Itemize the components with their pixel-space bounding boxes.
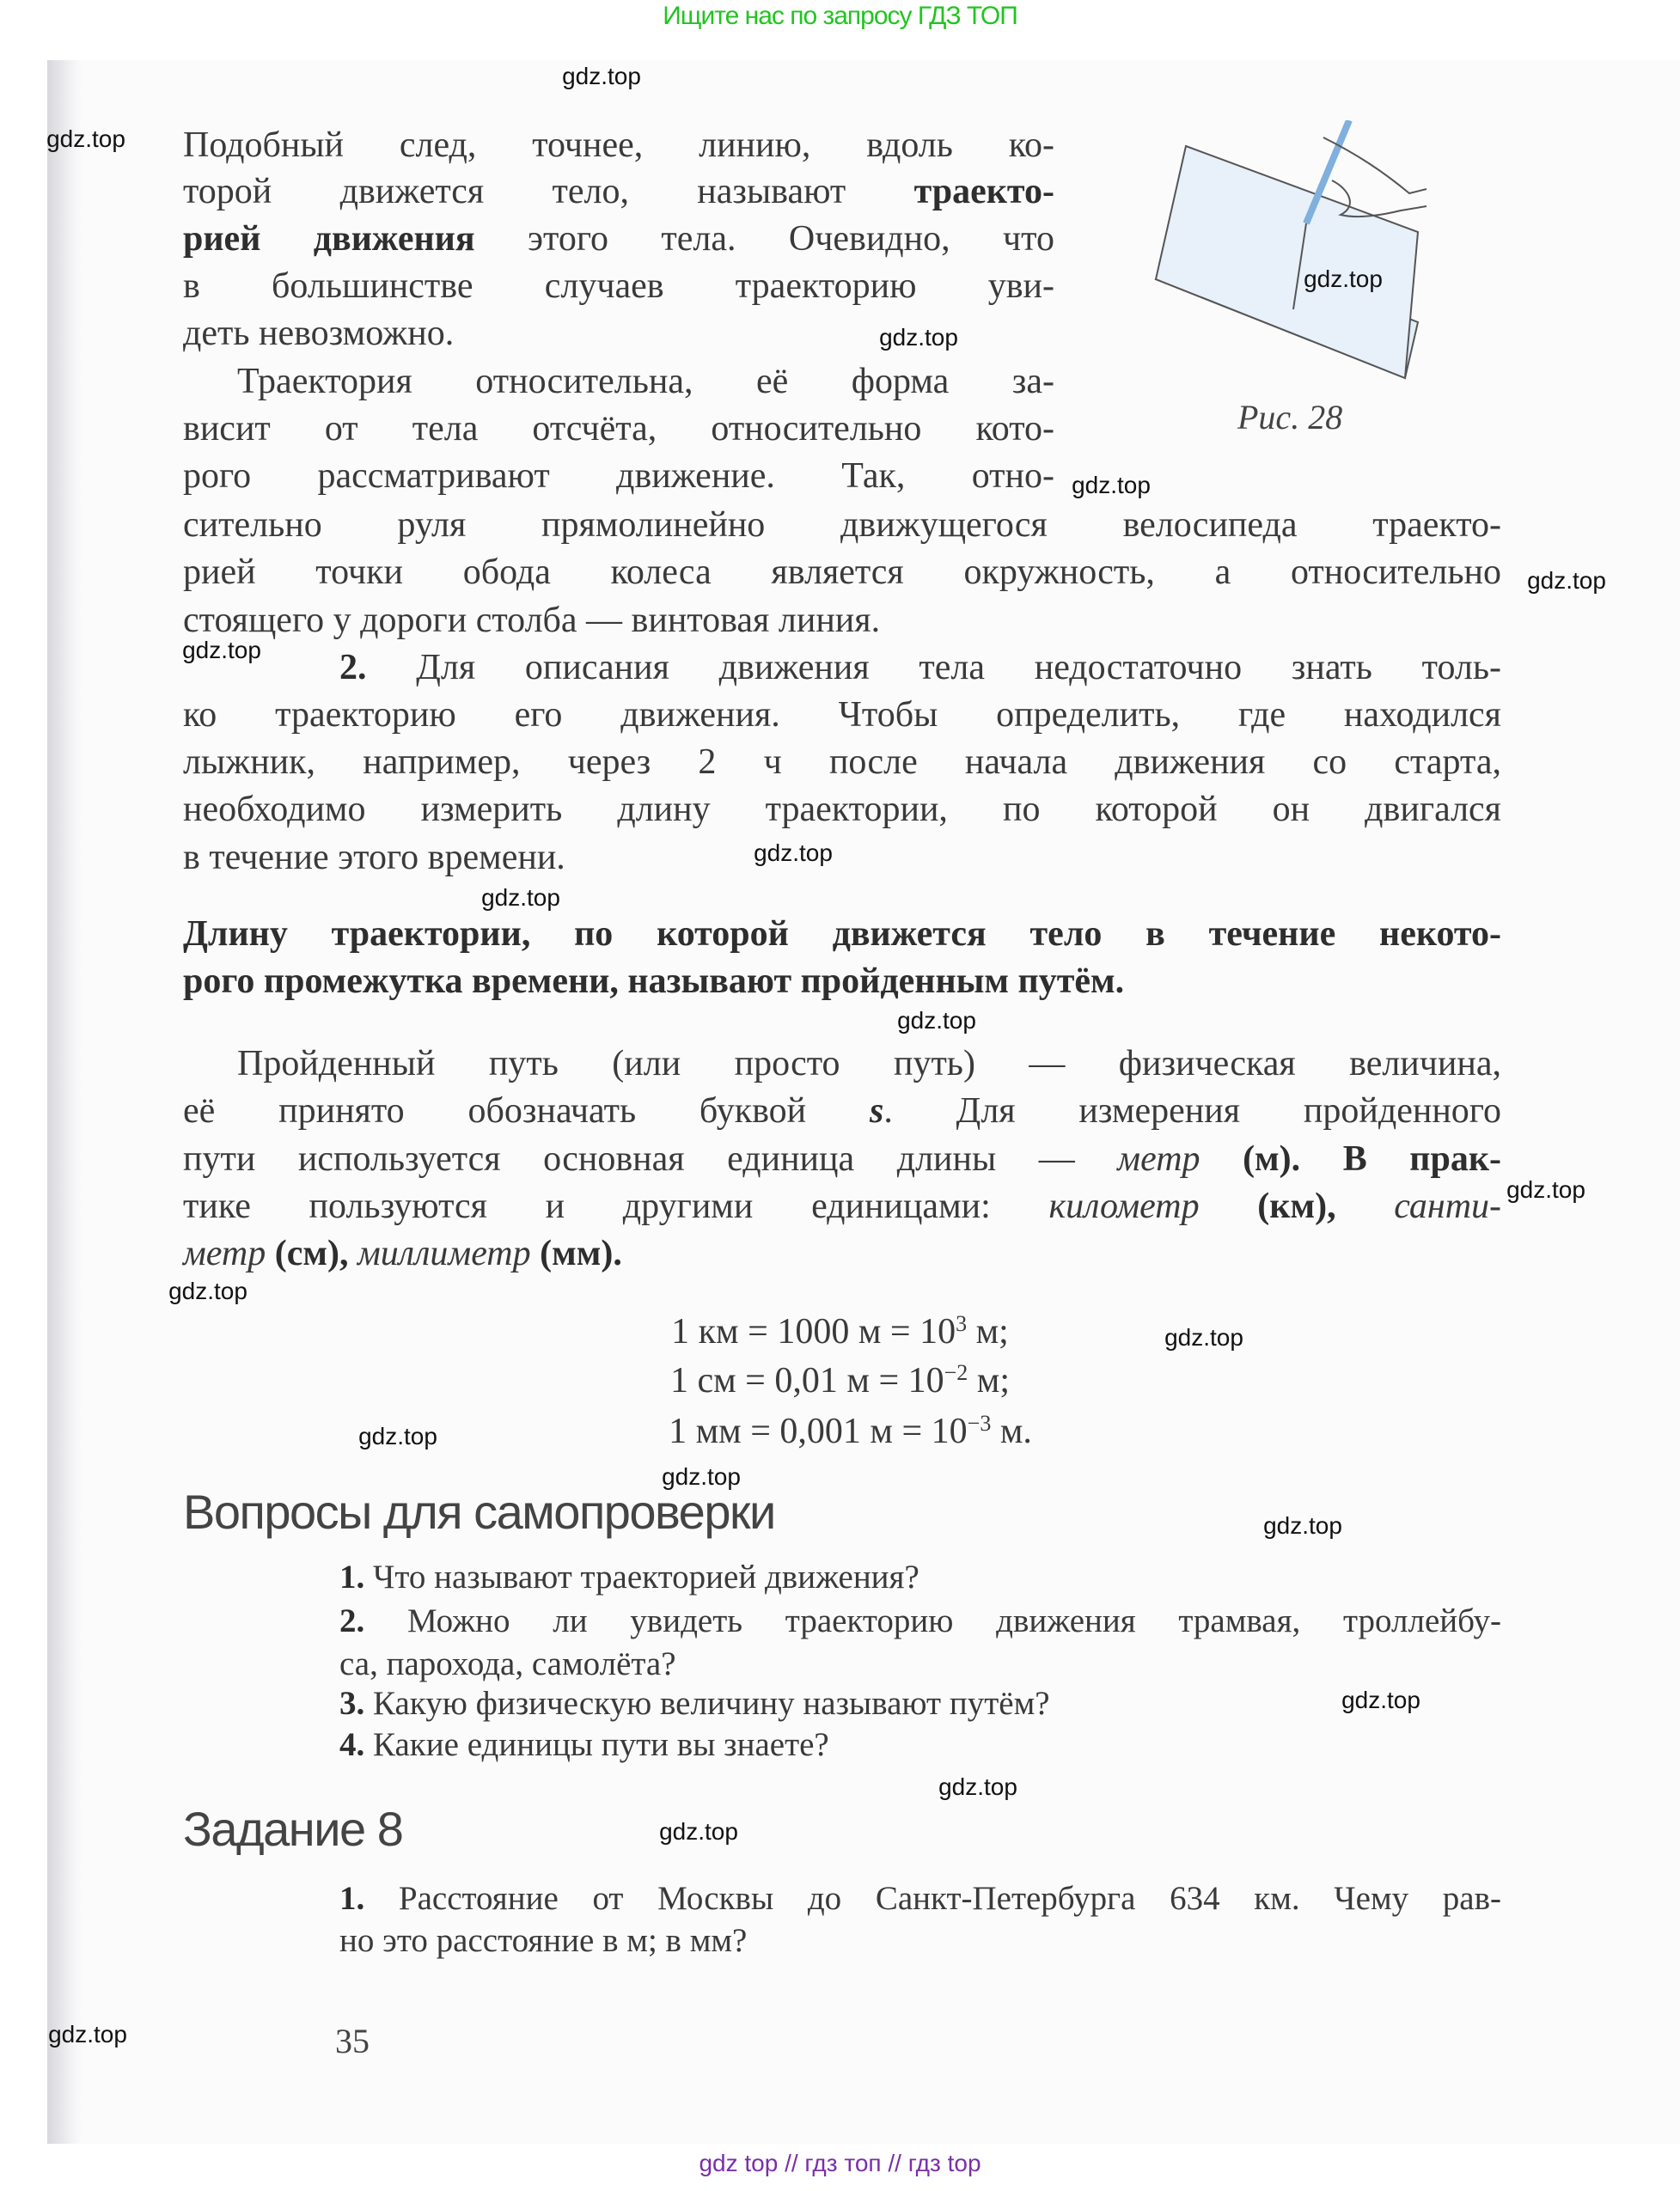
watermark: gdz.top: [358, 1423, 437, 1449]
paragraph-number: 2.: [339, 648, 367, 687]
term: рией движения: [183, 219, 475, 259]
definition-line: Длину траектории, по которой движется тело в течение некото-: [183, 914, 1501, 954]
text-line: сительно руля прямолинейно движущегося велосипеда траекто-: [183, 505, 1501, 545]
symbol: s: [869, 1091, 884, 1131]
text-line: [183, 1087, 1501, 1135]
text-line: висит от тела отсчёта, относительно кото-: [183, 409, 1054, 449]
watermark: gdz.top: [562, 63, 641, 89]
text-line: лыжник, например, через 2 ч после начала движения со старта,: [183, 742, 1501, 782]
text-line: Подобный след, точнее, линию, вдоль ко-: [183, 125, 1054, 165]
watermark: gdz.top: [1527, 567, 1606, 594]
text-line: ко траекторию его движения. Чтобы определить, где находился: [183, 695, 1501, 735]
watermark: gdz.top: [1072, 472, 1151, 498]
watermark: gdz.top: [1304, 265, 1383, 292]
formula: 1 км = 1000 $м = 10^3$ м;: [671, 1311, 1009, 1352]
text-line: [183, 215, 1054, 263]
watermark: gdz.top: [1263, 1512, 1342, 1539]
text-line: [339, 644, 1501, 692]
question-item: 1. Что называют траекторией движения?: [339, 1559, 919, 1596]
text-line: стоящего у дороги столба — винтовая линия.: [183, 601, 881, 640]
question-item: 2. Можно ли увидеть траекторию движения трамвая, троллейбу-: [339, 1602, 1501, 1639]
watermark: gdz.top: [46, 125, 125, 152]
text: тике пользуются и другими единицами:: [183, 1187, 1049, 1226]
text-line: [183, 1230, 1501, 1278]
unit: километр: [1048, 1187, 1200, 1226]
text-line: Траектория относительна, её форма за-: [237, 362, 1054, 401]
figure-caption: Рис. 28: [1237, 398, 1343, 436]
text: (см),: [266, 1234, 357, 1273]
watermark: gdz.top: [481, 884, 560, 911]
text: (м). В прак-: [1200, 1139, 1501, 1179]
watermark: gdz.top: [182, 637, 261, 663]
formula: 1 мм = 0,001 $м = 10^{-3}$ м.: [669, 1411, 1032, 1451]
search-banner[interactable]: Ищите нас по запросу ГДЗ ТОП: [663, 2, 1017, 30]
figure-hand-drawing-trajectory: [1100, 120, 1512, 395]
watermark: gdz.top: [879, 324, 958, 351]
text-line: в течение этого времени.: [183, 838, 565, 877]
text: Для описания движения тела недостаточно знать толь-: [366, 648, 1501, 687]
definition-line: рого промежутка времени, называют пройденным путём.: [183, 961, 1125, 1001]
text-line: в большинстве случаев траекторию уви-: [183, 266, 1054, 306]
watermark: gdz.top: [1164, 1324, 1243, 1351]
unit: санти-: [1394, 1187, 1502, 1226]
watermark: gdz.top: [48, 2021, 127, 2048]
watermark: gdz.top: [897, 1007, 976, 1034]
watermark: gdz.top: [1506, 1176, 1585, 1203]
text-line: Пройденный путь (или просто путь) — физическая величина,: [237, 1044, 1501, 1083]
text-line: рого рассматривают движение. Так, отно-: [183, 456, 1054, 496]
question-item-cont: са, парохода, самолёта?: [339, 1645, 676, 1682]
task-item-cont: но это расстояние в м; в мм?: [339, 1922, 748, 1959]
text-line: деть невозможно.: [183, 314, 455, 353]
watermark: gdz.top: [1341, 1687, 1420, 1713]
text-line: необходимо измерить длину траектории, по которой он двигался: [183, 790, 1501, 829]
text-line: [183, 1135, 1501, 1183]
text-line: [183, 1182, 1501, 1230]
watermark: gdz.top: [662, 1463, 741, 1490]
task-heading: Задание 8: [183, 1802, 403, 1856]
text-line: [183, 168, 1054, 216]
unit: метр: [183, 1234, 266, 1273]
footer-links[interactable]: gdz top // гдз топ // гдз top: [699, 2150, 981, 2176]
question-item: 4. Какие единицы пути вы знаете?: [339, 1726, 829, 1763]
unit: метр: [1117, 1139, 1200, 1179]
text: торой движется тело, называют: [183, 172, 914, 211]
text-line: рией точки обода колеса является окружность, а относительно: [183, 552, 1501, 592]
unit: миллиметр: [357, 1234, 531, 1273]
text: её принято обозначать буквой: [183, 1091, 870, 1131]
page-spine-shadow: [47, 60, 82, 2144]
text: (км),: [1199, 1187, 1395, 1226]
term: траекто-: [913, 172, 1054, 211]
text: пути используется основная единица длины —: [183, 1139, 1118, 1179]
watermark: gdz.top: [938, 1773, 1017, 1800]
task-item: 1. Расстояние от Москвы до Санкт-Петербурга 634 км. Чему рав-: [339, 1880, 1501, 1917]
watermark: gdz.top: [659, 1818, 738, 1845]
text: (мм).: [530, 1234, 622, 1273]
page-number: 35: [335, 2022, 370, 2060]
text: . Для измерения пройденного: [883, 1091, 1501, 1131]
question-item: 3. Какую физическую величину называют путём?: [339, 1685, 1050, 1722]
formula: 1 см = 0,01 $м = 10^{-2}$ м;: [669, 1360, 1011, 1401]
text: этого тела. Очевидно, что: [474, 219, 1054, 259]
watermark: gdz.top: [168, 1278, 247, 1304]
watermark: gdz.top: [754, 839, 833, 866]
section-heading: Вопросы для самопроверки: [183, 1485, 775, 1539]
